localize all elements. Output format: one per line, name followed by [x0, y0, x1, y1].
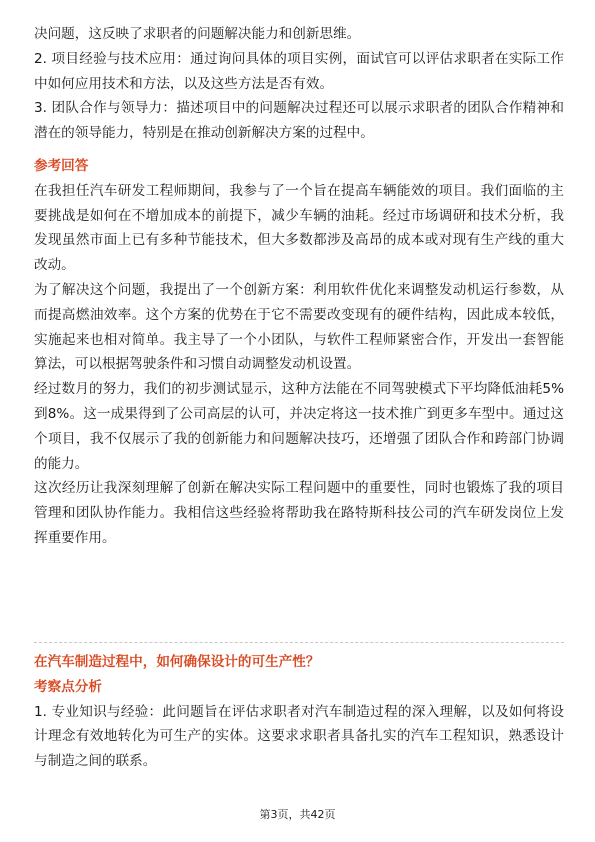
answer-paragraph: 这次经历让我深刻理解了创新在解决实际工程问题中的重要性，同时也锻炼了我的项目管理和团队协作能力。我相信这些经验将帮助我在路特斯科技公司的汽车研发岗位上发挥重要作用。	[34, 480, 564, 546]
analysis-point-3: 3. 团队合作与领导力：描述项目中的问题解决过程还可以展示求职者的团队合作精神和潜在的领导能力，特别是在推动创新解决方案的过程中。	[34, 100, 564, 142]
section-divider	[34, 642, 564, 643]
next-question-block	[34, 650, 564, 774]
answer-paragraph: 经过数月的努力，我们的初步测试显示，这种方法能在不同驾驶模式下平均降低油耗5%到8%。这一成果得到了公司高层的认可，并决定将这一技术推广到更多车型中。通过这个项目，我不仅展示了我的创新能力和问题解决技巧，还增强了团队合作和跨部门协调的能力。	[34, 381, 564, 472]
answer-paragraph: 为了解决这个问题，我提出了一个创新方案：利用软件优化来调整发动机运行参数，从而提高燃油效率。这个方案的优势在于它不需要改变现有的硬件结构，因此成本较低，实施起来也相对简单。我主导了一个小团队，与软件工程师紧密合作，开发出一套智能算法，可以根据驾驶条件和习惯自动调整发动机设置。	[34, 281, 564, 373]
question-title: 在汽车制造过程中，如何确保设计的可生产性？	[34, 654, 320, 670]
page-number: 第3页，共42页	[259, 808, 336, 821]
answer-paragraph: 在我担任汽车研发工程师期间，我参与了一个旨在提高车辆能效的项目。我们面临的主要挑战是如何在不增加成本的前提下，减少车辆的油耗。经过市场调研和技术分析，我发现虽然市面上已有多种节能技术，但大多数都涉及高昂的成本或对现有生产线的重大改动。	[34, 182, 564, 274]
continuation-line: 决问题，这反映了求职者的问题解决能力和创新思维。	[34, 26, 361, 42]
analysis-point-2: 2. 项目经验与技术应用：通过询问具体的项目实例，面试官可以评估求职者在实际工作中如何应用技术和方法，以及这些方法是否有效。	[34, 50, 564, 92]
analysis-heading: 考察点分析	[34, 678, 102, 695]
reference-answer-heading: 参考回答	[34, 157, 89, 174]
analysis-point-1: 1. 专业知识与经验：此问题旨在评估求职者对汽车制造过程的深入理解，以及如何将设计理念有效地转化为可生产的实体。这要求求职者具备扎实的汽车工程知识，熟悉设计与制造之间的联系。	[34, 703, 564, 770]
page-content	[34, 22, 564, 551]
